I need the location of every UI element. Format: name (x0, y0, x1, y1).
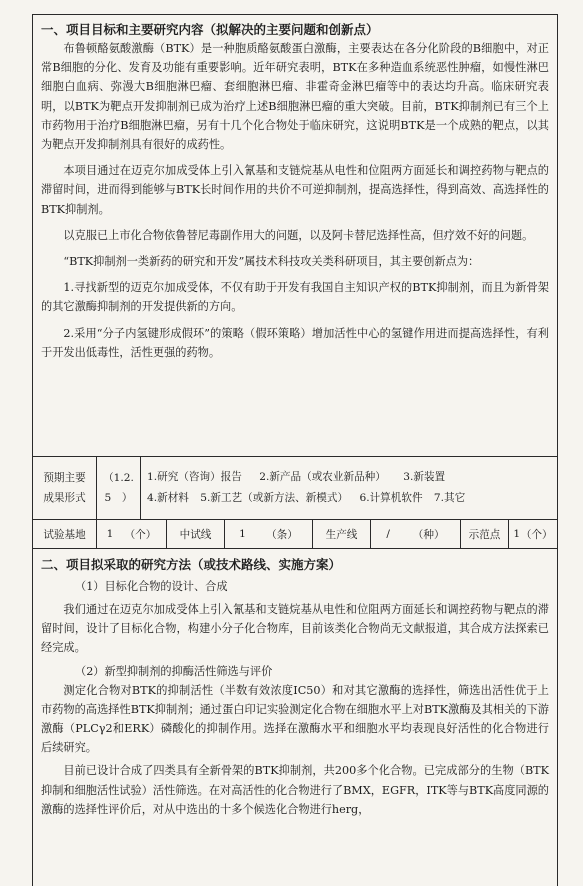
bases-row (33, 519, 557, 548)
option-other: 7.其它 (433, 492, 466, 504)
section-2-title: 二、项目拟采取的研究方法（或技术路线、实施方案） (41, 557, 342, 572)
base-label-production: 生产线 (313, 520, 371, 548)
outcome-options-line1 (147, 467, 459, 488)
paragraph-progress: 目前已设计合成了四类具有全新骨架的BTK抑制剂，共200多个化合物。已完成部分的生物（BTK抑制和细胞活性试验）活性筛选。在对高活性的化合物进行了BMX，EGFR，ITK等与BTK高度同源的激酶的选择性评价后，对从中选出的十多个候选化合物进行herg， (41, 764, 549, 816)
paragraph-innovation-2: 2.采用“分子内氢键形成假环”的策略（假环策略）增加活性中心的氢键作用进而提高选择性，有利于开发出低毒性，活性更强的药物。 (41, 326, 549, 359)
paragraph-project-approach: 本项目通过在迈克尔加成受体上引入氰基和支链烷基从电性和位阻两方面延长和调控药物与靶点的滞留时间，进而得到能够与BTK长时间作用的共价不可逆抑制剂，提高选择性，得到高效、高选择性的BTK抑制剂。 (41, 164, 549, 216)
outcome-label-line1: 预期主要 (43, 472, 86, 484)
outcome-options (141, 457, 557, 519)
form-page (32, 14, 558, 886)
paragraph-btk-intro: 布鲁顿酪氨酸激酶（BTK）是一种胞质酪氨酸蛋白激酶，主要表达在各分化阶段的B细胞中，对正常B细胞的分化、发育及功能有重要影响。近年研究表明，BTK在多种造血系统恶性肿瘤，如慢性淋巴细胞白血病、弥漫大B细胞淋巴瘤、套细胞淋巴瘤、非霍奇金淋巴瘤等中的表达均升高。临床研究表明，以BTK为靶点开发抑制剂已成为治疗上述B细胞淋巴瘤的重大突破。目前，BTK抑制剂已有三个上市药物用于治疗B细胞淋巴瘤，另有十几个化合物处于临床研究，这说明BTK是一个成熟的靶点，以其为靶点开发抑制剂具有很好的成药性。 (41, 42, 549, 152)
paragraph-activity-screening: 测定化合物对BTK的抑制活性（半数有效浓度IC50）和对其它激酶的选择性，筛选出活性优于上市药物的高选择性BTK抑制剂；通过蛋白印记实验测定化合物在细胞水平上对BTK激酶及其相关的下游激酶（PLCγ2和ERK）磷酸化的抑制作用。选择在激酶水平和细胞水平均表现良好活性的化合物进行后续研究。 (41, 683, 549, 755)
outcome-row (33, 456, 557, 519)
base-value-test (97, 520, 167, 548)
base-pilot-unit: （条） (266, 528, 298, 541)
base-value-demo (509, 520, 557, 548)
base-label-test: 试验基地 (33, 520, 97, 548)
base-production-count: / (386, 528, 390, 540)
section-1-title: 一、项目目标和主要研究内容（拟解决的主要问题和创新点） (41, 22, 379, 37)
outcome-code (97, 457, 141, 519)
subheading-activity-screening: （2）新型抑制剂的抑酶活性筛选与评价 (75, 664, 273, 678)
option-new-process: 5.新工艺（或新方法、新模式） (200, 492, 349, 504)
base-value-pilot (225, 520, 313, 548)
base-demo-unit: （个） (520, 528, 553, 541)
option-new-product: 2.新产品（或农业新品种） (259, 471, 386, 483)
option-software: 6.计算机软件 (359, 492, 423, 504)
base-production-unit: （种） (412, 528, 445, 541)
section-2 (33, 548, 557, 819)
base-label-demo: 示范点 (461, 520, 509, 548)
base-test-unit: （个） (124, 528, 157, 541)
base-pilot-count: 1 (239, 528, 246, 540)
paragraph-overcome-problems: 以克服已上市化合物依鲁替尼毒副作用大的问题，以及阿卡替尼选择性高，但疗效不好的问题。 (63, 228, 534, 242)
option-new-material: 4.新材料 (147, 492, 189, 504)
outcome-code-line1: （1.2. (103, 472, 134, 484)
paragraph-innovation-1: 1.寻找新型的迈克尔加成受体，不仅有助于开发有我国自主知识产权的BTK抑制剂，而且为新骨架的其它激酶抑制剂的开发提供新的方向。 (41, 281, 549, 314)
subheading-design-synthesis: （1）目标化合物的设计、合成 (75, 580, 228, 593)
outcome-label-line2: 成果形式 (43, 492, 86, 504)
base-value-production (371, 520, 461, 548)
section-1 (33, 15, 557, 456)
option-new-device: 3.新装置 (403, 471, 446, 483)
paragraph-innovation-intro: “BTK抑制剂一类新药的研究和开发”属技术科技攻关类科研项目，其主要创新点为： (63, 255, 480, 269)
base-test-count: 1 (106, 528, 114, 540)
outcome-code-line2: 5 ） (104, 492, 133, 504)
option-report: 1.研究（咨询）报告 (147, 471, 242, 483)
base-demo-count: 1 (513, 528, 521, 540)
outcome-label (33, 457, 97, 519)
paragraph-design-synthesis: 我们通过在迈克尔加成受体上引入氰基和支链烷基从电性和位阻两方面延长和调控药物与靶点的滞留时间，设计了目标化合物，构建小分子化合物库，目前该类化合物尚无文献报道，其合成方法探索已经完成。 (41, 603, 549, 655)
outcome-options-line2 (147, 488, 465, 509)
base-label-pilot: 中试线 (167, 520, 225, 548)
